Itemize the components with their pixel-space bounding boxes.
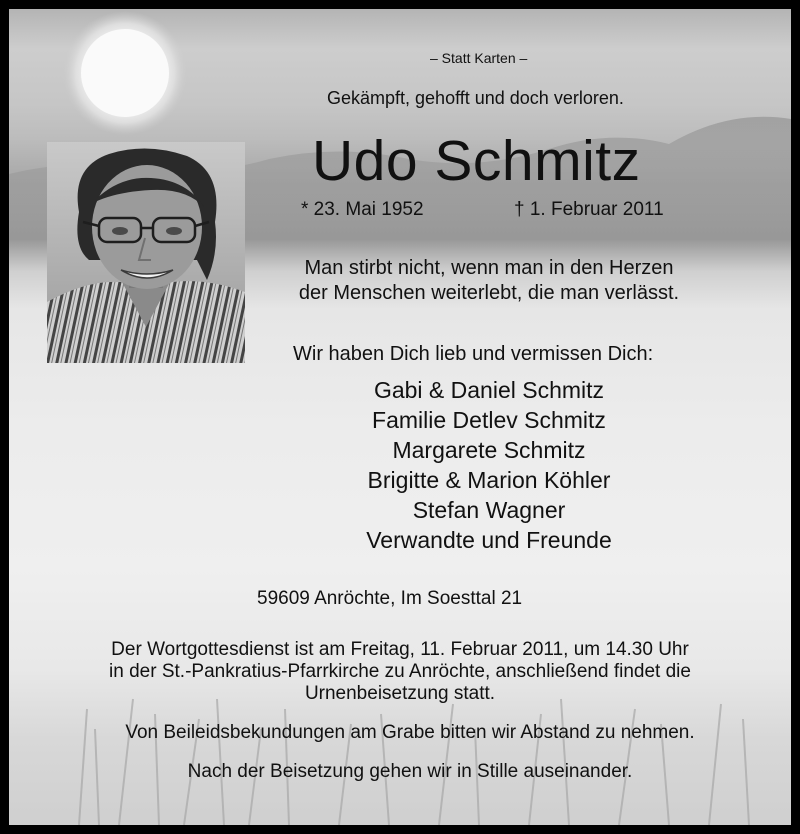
family-address: 59609 Anröchte, Im Soesttal 21: [257, 588, 523, 609]
mourners-intro: Wir haben Dich lieb und vermissen Dich:: [293, 343, 654, 365]
mourner-name: Gabi & Daniel Schmitz: [373, 377, 605, 403]
statt-karten-tagline: – Statt Karten –: [430, 50, 528, 66]
death-date: † 1. Februar 2011: [514, 199, 664, 220]
service-line: Der Wortgottesdienst ist am Freitag, 11. Februar 2011, um 14.30 Uhr: [111, 639, 689, 660]
quote-line: Man stirbt nicht, wenn man in den Herzen: [304, 257, 674, 279]
mourner-name: Margarete Schmitz: [392, 437, 586, 463]
condolences-note: Von Beileidsbekundungen am Grabe bitten wir Abstand zu nehmen.: [125, 722, 695, 743]
sun: [81, 29, 169, 117]
quote: [269, 256, 709, 306]
mourner-name: Stefan Wagner: [412, 497, 566, 523]
birth-date: * 23. Mai 1952: [301, 199, 424, 220]
service-details: [49, 639, 751, 705]
mourner-name: Verwandte und Freunde: [366, 527, 612, 553]
quote-line: der Menschen weiterlebt, die man verlässt.: [298, 282, 680, 304]
obituary-notice: [9, 9, 791, 825]
deceased-name: Udo Schmitz: [312, 129, 641, 193]
mourners-list: [309, 375, 669, 555]
service-line: Urnenbeisetzung statt.: [304, 683, 496, 704]
portrait-photo: [47, 142, 245, 363]
mourner-name: Brigitte & Marion Köhler: [367, 467, 611, 493]
mourner-name: Familie Detlev Schmitz: [372, 407, 606, 433]
motto-line: Gekämpft, gehofft und doch verloren.: [327, 88, 624, 108]
closing-note: Nach der Beisetzung gehen wir in Stille auseinander.: [187, 761, 633, 782]
service-line: in der St.-Pankratius-Pfarrkirche zu Anröchte, anschließend findet die: [109, 661, 691, 682]
